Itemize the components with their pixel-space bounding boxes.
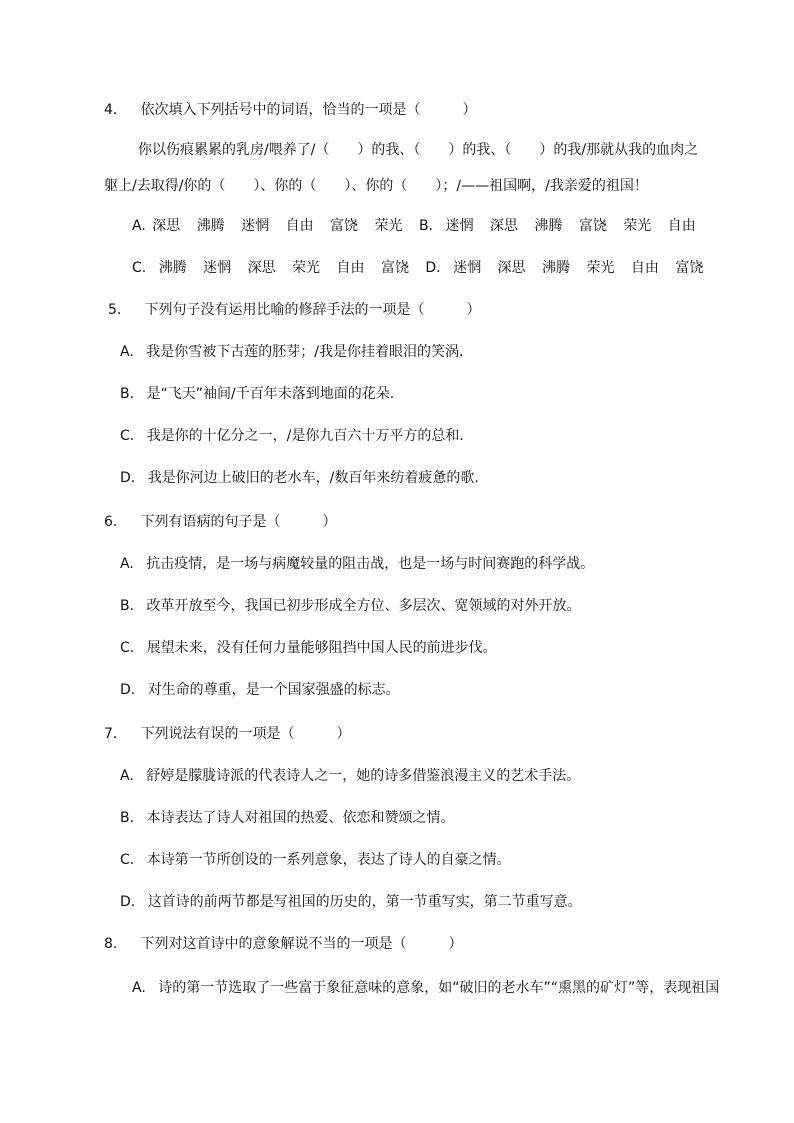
choice-word: 深思 — [247, 260, 276, 276]
option-letter: A. — [120, 556, 134, 572]
question-4-passage-line-2 — [104, 176, 648, 196]
option-text: 对生命的尊重，是一个国家强盛的标志。 — [147, 682, 400, 698]
question-stem: 下列句子没有运用比喻的修辞手法的一项是（ ） — [144, 302, 481, 318]
choice-word: 深思 — [497, 260, 526, 276]
question-8-stem-line — [104, 934, 462, 954]
option-letter: D. — [425, 260, 441, 276]
option-letter: B. — [120, 386, 135, 402]
question-7-option-d — [120, 892, 582, 912]
question-number: 6. — [104, 514, 118, 530]
option-a — [132, 218, 419, 234]
option-b — [419, 218, 708, 234]
question-4-stem-line — [104, 100, 476, 120]
question-8-option-a — [132, 978, 719, 998]
option-text: 本诗表达了诗人对祖国的热爱、依恋和赞颂之情。 — [146, 810, 455, 826]
question-6-option-b — [120, 596, 581, 616]
option-letter: D. — [120, 470, 136, 486]
option-text: 诗的第一节选取了一些富于象征意味的意象，如“破旧的老水车”“熏黑的矿灯”等，表现祖国 — [158, 980, 720, 996]
option-text: 我是你河边上破旧的老水车，/数百年来纺着疲惫的歌. — [147, 470, 479, 486]
choice-word: 沸腾 — [196, 218, 225, 234]
choice-word: 沸腾 — [542, 260, 570, 276]
choice-word: 迷惘 — [203, 260, 232, 276]
option-text: 我是你雪被下古莲的胚芽；/我是你挂着眼泪的笑涡. — [146, 344, 464, 360]
question-7-option-c — [120, 850, 511, 870]
choice-word: 荣光 — [292, 260, 321, 276]
option-letter: B. — [120, 810, 135, 826]
choice-word: 荣光 — [374, 218, 403, 234]
option-text: 我是你的十亿分之一，/是你九百六十万平方的总和. — [146, 428, 464, 444]
question-stem: 下列对这首诗中的意象解说不当的一项是（ ） — [140, 936, 463, 952]
option-text: 是“飞天”袖间/千百年未落到地面的花朵. — [146, 386, 395, 402]
option-text: 抗击疫情，是一场与病魔较量的阻击战，也是一场与时间赛跑的科学战。 — [146, 556, 595, 572]
choice-word: 深思 — [489, 218, 518, 234]
question-7-option-b — [120, 808, 455, 828]
question-4-passage-line-1 — [138, 140, 698, 160]
choice-word: 沸腾 — [158, 260, 187, 276]
option-letter: C. — [132, 260, 147, 276]
question-6-option-d — [120, 680, 400, 700]
question-number: 4. — [104, 102, 118, 118]
question-stem: 下列有语病的句子是（ ） — [140, 514, 337, 530]
question-stem: 依次填入下列括号中的词语，恰当的一项是（ ） — [140, 102, 477, 118]
question-4-options-row-2 — [132, 258, 715, 278]
option-letter: D. — [120, 682, 136, 698]
choice-word: 富饶 — [330, 218, 359, 234]
question-stem: 下列说法有误的一项是（ ） — [140, 726, 351, 742]
option-letter: A. — [120, 768, 134, 784]
option-text: 这首诗的前两节都是写祖国的历史的，第一节重写实，第二节重写意。 — [147, 894, 582, 910]
option-text: 舒婷是朦胧诗派的代表诗人之一，她的诗多借鉴浪漫主义的艺术手法。 — [146, 768, 581, 784]
option-text: 展望未来，没有任何力量能够阻挡中国人民的前进步伐。 — [146, 640, 497, 656]
option-letter: C. — [120, 428, 135, 444]
choice-word: 自由 — [336, 260, 365, 276]
question-5-option-a — [120, 342, 463, 362]
choice-word: 自由 — [630, 260, 659, 276]
question-5-option-c — [120, 426, 464, 446]
option-letter: A. — [120, 344, 134, 360]
choice-word: 富饶 — [380, 260, 409, 276]
option-letter: A. — [132, 980, 146, 996]
choice-word: 自由 — [667, 218, 696, 234]
question-number: 7. — [104, 726, 118, 742]
passage-text: 躯上/去取得/你的（ ）、你的（ ）、你的（ ）；/——祖国啊，/我亲爱的祖国！ — [104, 178, 648, 194]
question-7-stem-line — [104, 724, 350, 744]
option-letter: C. — [120, 852, 135, 868]
choice-word: 荣光 — [586, 260, 615, 276]
choice-word: 迷惘 — [445, 218, 474, 234]
option-letter: A. — [132, 218, 146, 234]
question-5-option-b — [120, 384, 394, 404]
choice-word: 荣光 — [623, 218, 652, 234]
question-number: 8. — [104, 936, 118, 952]
option-letter: B. — [418, 218, 434, 234]
question-6-option-c — [120, 638, 497, 658]
question-5-stem-line — [108, 300, 480, 320]
option-c — [132, 260, 425, 276]
choice-word: 自由 — [285, 218, 314, 234]
option-d — [425, 260, 715, 276]
choice-word: 迷惘 — [241, 218, 270, 234]
passage-text: 你以伤痕累累的乳房/喂养了/（ ）的我、（ ）的我、（ ）的我/那就从我的血肉之 — [138, 142, 699, 158]
choice-word: 迷惘 — [453, 260, 482, 276]
choice-word: 深思 — [152, 218, 181, 234]
question-6-option-a — [120, 554, 594, 574]
choice-word: 富饶 — [675, 260, 704, 276]
option-text: 本诗第一节所创设的一系列意象，表达了诗人的自豪之情。 — [146, 852, 511, 868]
question-number: 5. — [108, 302, 122, 318]
question-7-option-a — [120, 766, 580, 786]
question-6-stem-line — [104, 512, 336, 532]
choice-word: 富饶 — [578, 218, 607, 234]
option-letter: C. — [120, 640, 135, 656]
question-4-options-row-1 — [132, 216, 708, 236]
question-5-option-d — [120, 468, 479, 488]
choice-word: 沸腾 — [534, 218, 563, 234]
option-text: 改革开放至今，我国已初步形成全方位、多层次、宽领域的对外开放。 — [146, 598, 581, 614]
option-letter: B. — [120, 598, 135, 614]
option-letter: D. — [120, 894, 136, 910]
